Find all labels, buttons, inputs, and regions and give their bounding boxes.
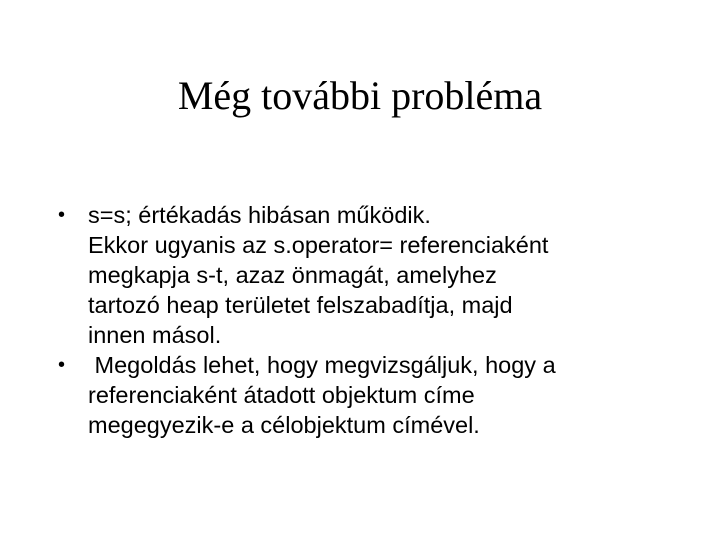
bullet-item (58, 350, 678, 440)
bullet-text-line: megegyezik-e a célobjektum címével. (88, 412, 480, 438)
bullet-text-line: tartozó heap területet felszabadítja, majd (88, 292, 513, 318)
bullet-item (58, 200, 678, 350)
bullet-dot-icon: • (58, 204, 66, 226)
bullet-text-line: Megoldás lehet, hogy megvizsgáljuk, hogy a (88, 352, 556, 378)
bullet-text-line: megkapja s-t, azaz önmagát, amelyhez (88, 262, 497, 288)
slide-title: Még további probléma (177, 73, 543, 118)
bullet-text-line: referenciaként átadott objektum címe (88, 382, 475, 408)
bullet-list (58, 200, 678, 440)
bullet-text-line: innen másol. (88, 322, 222, 348)
bullet-text-line: Ekkor ugyanis az s.operator= referenciaként (88, 232, 549, 258)
bullet-dot-icon: • (58, 354, 66, 376)
bullet-text-line: s=s; értékadás hibásan működik. (88, 202, 431, 228)
